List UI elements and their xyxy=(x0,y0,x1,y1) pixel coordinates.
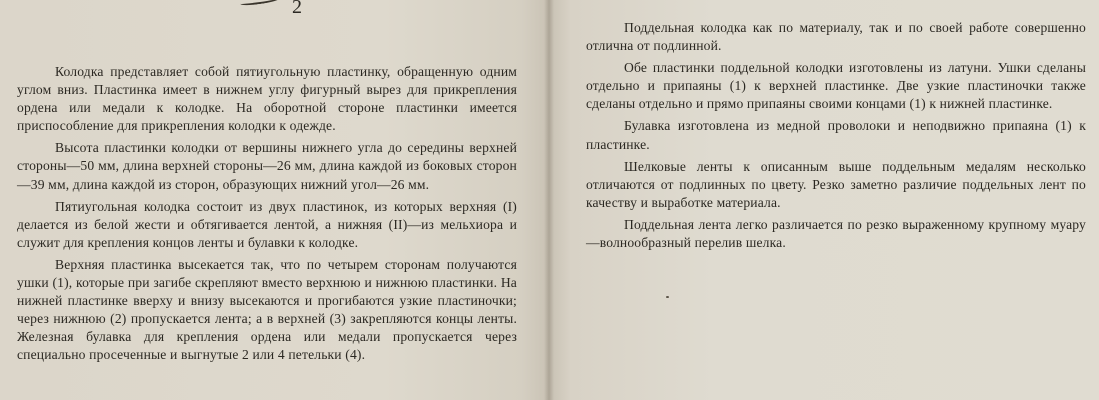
left-page-text xyxy=(17,63,517,369)
paragraph: Обе пластинки поддельной колодки изготовлены из латуни. Ушки сделаны отдельно и припаяны (1) к верхней пластинке. Две узкие пластиночки также сделаны отдельно и прямо припаяны своими концами (1) к нижней пластинке. xyxy=(586,60,1086,112)
paragraph: Булавка изготовлена из медной проволоки и неподвижно припаяна (1) к пластинке. xyxy=(586,118,1086,152)
ink-smudge xyxy=(240,0,280,7)
paragraph: Колодка представляет собой пятиугольную пластинку, обращенную одним углом вниз. Пластинка имеет в нижнем углу фигурный вырез для прикрепления ордена или медали к колодке. На оборотной стороне пластинки имеется приспособление для прикрепления колодки к одежде. xyxy=(17,64,517,134)
page-number-text: 2 xyxy=(292,0,302,18)
paper-speck xyxy=(666,296,669,298)
right-page xyxy=(549,0,1099,400)
paragraph: Поддельная колодка как по материалу, так и по своей работе совершенно отлична от подлинной. xyxy=(586,20,1086,54)
paragraph: Пятиугольная колодка состоит из двух пластинок, из которых верхняя (I) делается из белой жести и обтягивается лентой, а нижняя (II)—из мельхиора и служит для крепления концов ленты и булавки к колодке. xyxy=(17,198,517,250)
paragraph: Высота пластинки колодки от вершины нижнего угла до середины верхней стороны—50 мм, длина верхней стороны—26 мм, длина каждой из боковых сторон—39 мм, длина каждой из сторон, образующих нижний угол—26 мм. xyxy=(17,140,517,192)
page-number xyxy=(292,0,302,19)
right-page-text xyxy=(586,19,1086,256)
book-gutter xyxy=(544,0,554,400)
paragraph: Поддельная лента легко различается по резко выраженному крупному муару—волнообразный перелив шелка. xyxy=(586,216,1086,251)
paragraph: Шелковые ленты к описанным выше поддельным медалям несколько отличаются от подлинных по цвету. Резко заметно различие поддельных лент по качеству и выработке материала. xyxy=(586,158,1086,210)
left-page xyxy=(0,0,549,400)
paragraph: Верхняя пластинка высекается так, что по четырем сторонам получаются ушки (1), которые при загибе скрепляют вместо верхнюю и нижнюю пластинки. На нижней пластинке вверху и внизу высекаются и прогибаются узкие пластиночки; через нижнюю (2) пропускается лента; а в верхней (3) закрепляются концы ленты. Железная булавка для крепления ордена или медали пропускается через специально просеченные и выгнутые 2 или 4 петельки (4). xyxy=(17,256,517,363)
